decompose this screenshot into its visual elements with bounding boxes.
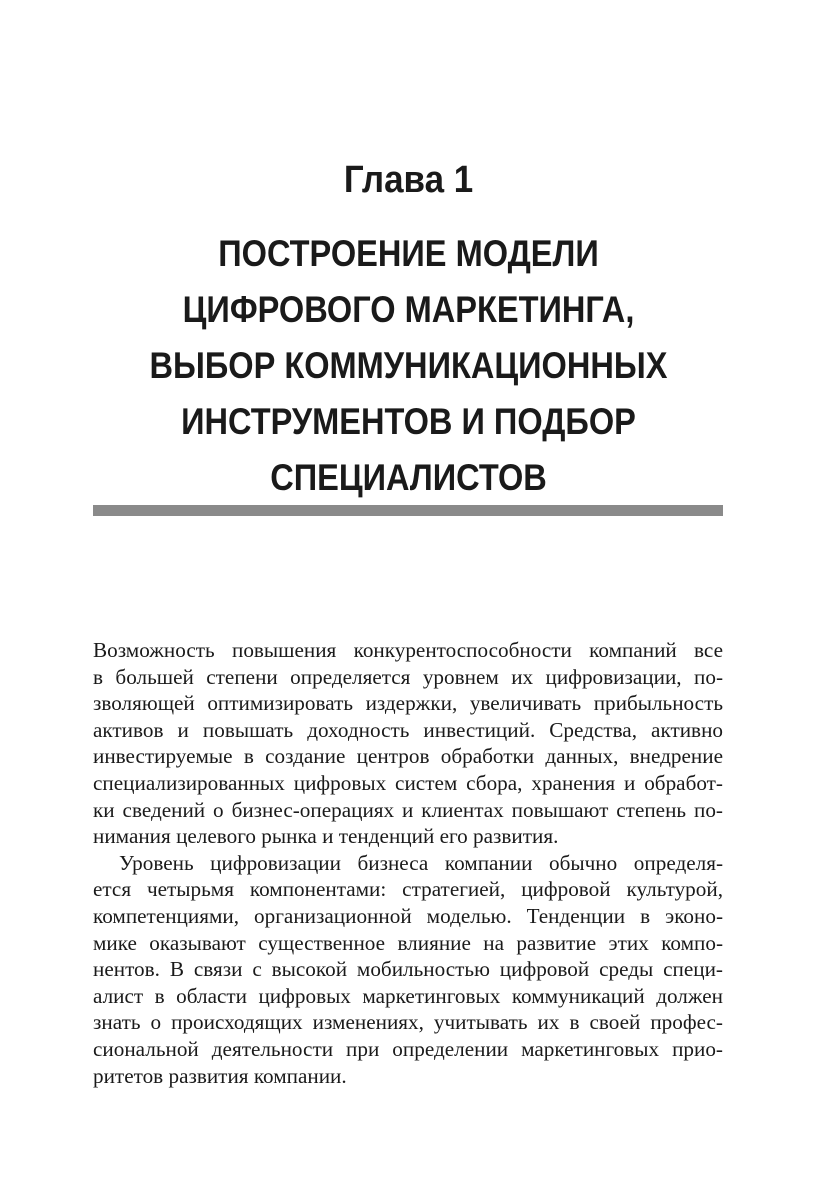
text-line: в большей степени определяется уровнем их цифровизации, по- [93, 664, 723, 689]
chapter-label: Глава 1 [343, 159, 474, 201]
text-line: зволяющей оптимизировать издержки, увеличивать прибыльность [93, 691, 723, 716]
text-line: знать о происходящих изменениях, учитывать их в своей профес- [93, 1010, 723, 1035]
text-line: алист в области цифровых маркетинговых коммуникаций должен [93, 983, 723, 1008]
paragraph-1 [93, 637, 723, 850]
chapter-title-line: ИНСТРУМЕНТОВ И ПОДБОР [181, 401, 636, 442]
text-line: нимания целевого рынка и тенденций его развития. [93, 824, 559, 849]
text-line: нентов. В связи с высокой мобильностью цифровой среды специ- [93, 957, 723, 982]
paragraph-2 [93, 850, 723, 1089]
chapter-title-line: СПЕЦИАЛИСТОВ [270, 457, 547, 498]
text-line: мике оказывают существенное влияние на развитие этих компо- [93, 930, 723, 955]
chapter-title-line: ЦИФРОВОГО МАРКЕТИНГА, [182, 289, 635, 330]
text-line: сиональной деятельности при определении маркетинговых прио- [93, 1036, 723, 1061]
chapter-title [84, 226, 733, 506]
chapter-title-line: ПОСТРОЕНИЕ МОДЕЛИ [218, 233, 599, 274]
title-rule [93, 505, 723, 516]
text-line: Возможность повышения конкурентоспособности компаний все [93, 638, 723, 662]
text-line: Уровень цифровизации бизнеса компании обычно определя- [119, 850, 723, 875]
body-text [93, 637, 723, 1089]
text-line: ется четырьмя компонентами: стратегией, цифровой культурой, [93, 877, 723, 902]
text-line: специализированных цифровых систем сбора, хранения и обработ- [93, 770, 723, 795]
text-line: ки сведений о бизнес-операциях и клиентах повышают степень по- [93, 797, 723, 822]
text-line: компетенциями, организационной моделью. Тенденции в эконо- [93, 903, 723, 928]
text-line: активов и повышать доходность инвестиций. Средства, активно [93, 717, 723, 742]
text-line: инвестируемые в создание центров обработки данных, внедрение [93, 744, 723, 769]
chapter-title-line: ВЫБОР КОММУНИКАЦИОННЫХ [149, 345, 668, 386]
text-line: ритетов развития компании. [93, 1063, 347, 1088]
